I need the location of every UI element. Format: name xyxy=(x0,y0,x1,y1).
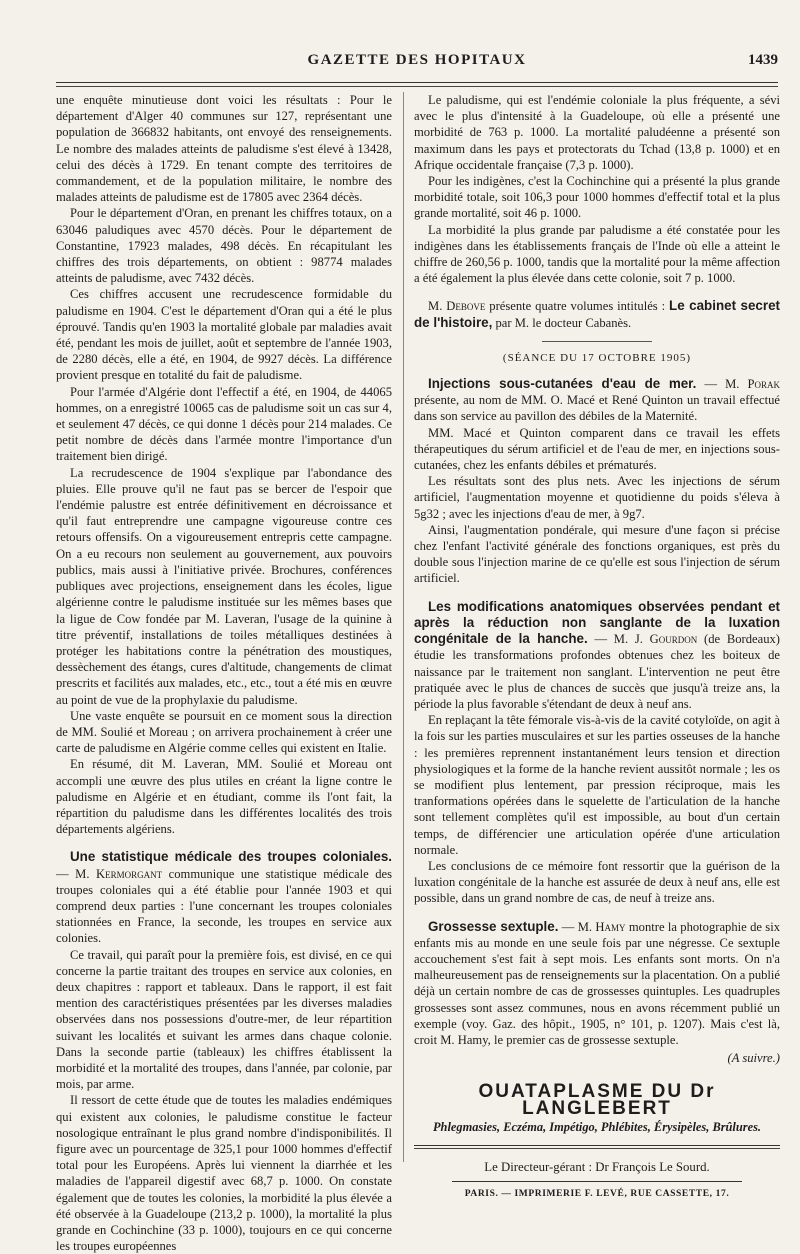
debove-paragraph xyxy=(414,298,780,330)
advert-rule xyxy=(414,1145,780,1146)
paragraph: Pour le département d'Oran, en prenant les chiffres totaux, on a 63046 paludiques avec 4570 décès. Pour le département de Constantine, 17923 malades, 498 décès. En récapitulant les chiffres des trois départements, on obtient : 98774 malades atteints de paludisme, avec 7432 décès. xyxy=(56,206,392,286)
right-column xyxy=(414,92,780,1202)
director-rule xyxy=(452,1181,742,1182)
debove-prefix: M. xyxy=(428,299,443,314)
spacer xyxy=(56,837,392,849)
paragraph: Pour les indigènes, c'est la Cochinchine qui a présenté la plus grande morbidité totale, soit 106,3 pour 1000 hommes d'effectif total et la plus grande mortalité, soit 46 p. 1000. xyxy=(414,174,780,221)
advert-subtitle: Phlegmasies, Eczéma, Impétigo, Phlébites, Érysipèles, Brûlures. xyxy=(432,1119,761,1134)
book-title: Le cabinet secret de l'histoire, xyxy=(414,298,780,330)
section-title: Les modifications anatomiques observées pendant et après la réduction non sanglante de la luxation congénitale de la hanche. xyxy=(414,598,780,647)
paragraph: Une vaste enquête se poursuit en ce moment sous la direction de MM. Soulié et Moreau ; on arrivera prochainement à créer une carte de paludisme en Algérie comme celles qui existent en Italie. xyxy=(56,708,392,756)
paragraph: Ainsi, l'augmentation pondérale, qui mesure d'une façon si précise chez l'enfant l'activité générale des fonctions organiques, est près du double sous l'injection marine de ce qu'elle est sous l'injection de sérum artificiel. xyxy=(414,522,780,586)
spacer xyxy=(414,907,780,919)
advert-rule-thin xyxy=(414,1148,780,1149)
paragraph: La morbidité la plus grande par paludisme a été constatée pour les indigènes dans les établissements français de l'Inde où elle a atteint le chiffre de 260,56 p. 1000, tandis que la mortalité pour la même affection a été également la plus élevée dans cette colonie, soit 7 p. 1000. xyxy=(414,222,780,286)
section-lead-text: montre la photographie de six enfants mis au monde en une seule fois par une négresse. Ce sextuple accouchement s'est fait à sept mois. Les enfants sont morts. On n'a malheureusement pas de renseignements sur la placentation. On a publié déjà un certain nombre de cas de grossesses quintuples. Les quadruples grossesses sont assez communes, nous en avons récemment publié un exemple (voy. Gaz. des hôpit., 1905, n° 101, p. 1207). Mais c'est là, croit M. Hamy, le premier cas de grossesse sextuple. xyxy=(414,919,780,1047)
advert-title: OUATAPLASME DU Dr LANGLEBERT xyxy=(478,1081,716,1119)
paragraph: En résumé, dit M. Laveran, MM. Soulié et Moreau ont accompli une œuvre des plus utiles en créant la ligne contre le paludisme en Algérie et en étudiant, comme ils l'ont fait, la répartition du paludisme dans les différentes localités des trois départements algériens. xyxy=(56,757,392,837)
spacer xyxy=(414,286,780,298)
section-lead-text: communique une statistique médicale des troupes coloniales qui a été établie pour l'année 1903 et qui comprend deux parties : l'une concernant les troupes coloniales stationnées en France, la seconde, les troupes en service aux colonies. xyxy=(56,866,392,946)
paragraph: Ces chiffres accusent une recrudescence formidable du paludisme en 1904. C'est le département d'Oran qui a été le plus éprouvé. Tandis qu'en 1903 la mortalité globale par maladies avait été, pendant les mois de juillet, août et septembre de l'année 1903, de 2280 décès, elle a été, en 1904, de 9927 décès. La différence provient presque en totalité du fait de paludisme. xyxy=(56,287,392,383)
paragraph: Le paludisme, qui est l'endémie coloniale la plus fréquente, a sévi avec le plus d'intensité à la Guadeloupe, où elle a présenté une morbidité de 763 p. 1000. La mortalité paludéenne a présenté son maximum dans les pays et protectorats du Tchad (13,8 p. 1000) et en Afrique occidentale française (7,3 p. 1000). xyxy=(414,93,780,172)
debove-mid: présente quatre volumes intitulés : xyxy=(489,299,666,314)
author-name: Hamy xyxy=(595,919,626,934)
paragraph: Pour l'armée d'Algérie dont l'effectif a été, en 1904, de 44065 hommes, on a enregistré 10065 cas de paludisme soit un cas sur 4, et seulement 47 décès, ce qui donne 1 décès pour 214 malades. Ce petit nombre de décès dans l'armée montre l'importance d'un traitement bien dirigé. xyxy=(56,384,392,464)
page-header xyxy=(56,50,778,72)
paragraph: En replaçant la tête fémorale vis-à-vis de la cavité cotyloïde, on agit à la fois sur les parties musculaires et sur les parties osseuses de la hanche : les premières reprennent instantanément leurs tension et direction physiologiques et la forme de la hanche revient aussitôt normale ; les os se modifient plus lentement, par pression réciproque, mais les tranformations opérées dans le squelette de l'articulation de la hanche sont tellement complètes qu'il est impossible, au bout d'un certain temps, de différencier une articulation opérée d'une articulation normale. xyxy=(414,713,780,857)
section-title: Une statistique médicale des troupes coloniales. xyxy=(70,849,392,865)
printer-line: PARIS. — IMPRIMERIE F. LEVÉ, RUE CASSETTE, 17. xyxy=(464,1189,730,1200)
section-lead-text: présente, au nom de MM. O. Macé et René Quinton un travail effectué dans son service au pavillon des débiles de la Maternité. xyxy=(414,393,780,424)
section-lead-text: (de Bordeaux) étudie les transformations profondes obtenues chez les boiteux de naissance par le traitement non sanglant. L'intervention ne peut être pratiquée avec le plus de chances de succès que jusqu'à treize ans, la période la plus favorable s'étendant de deux à neuf ans. xyxy=(414,632,781,711)
section-paragraph: Les modifications anatomiques observées pendant et après la réduction non sanglante de la luxation congénitale de la hanche. — M. J. Gourdon (de Bordeaux) étudie les transformations profondes obtenues chez les boiteux de naissance par le traitement non sanglant. L'intervention ne peut être pratiquée avec le plus de chances de succès que jusqu'à treize ans, la période la plus favorable s'étendant de deux à neuf ans. xyxy=(414,598,781,711)
journal-title: GAZETTE DES HOPITAUX xyxy=(307,52,527,68)
debove-post: par M. le docteur Cabanès. xyxy=(495,315,632,330)
director-line: Le Directeur-gérant : Dr François Le Sourd. xyxy=(484,1159,710,1174)
column-divider xyxy=(403,92,404,1162)
paragraph: Les conclusions de ce mémoire font ressortir que la guérison de la luxation congénitale de la hanche est assurée de deux à neuf ans, elle est possible, dans un grand nombre de cas, de neuf à treize ans. xyxy=(414,858,780,906)
paragraph: une enquête minutieuse dont voici les résultats : Pour le département d'Alger 40 communes sur 127, représentant une population de 366832 habitants, ont envoyé des renseignements. Le nombre des malades atteints de paludisme s'est élevé à 13428, celui des décès à 1729. En tenant compte des territoires de commandement, et de la population militaire, le nombre des malades atteints de paludisme est de 17805 avec 2364 décès. xyxy=(56,93,392,205)
left-column xyxy=(56,92,392,1254)
paragraph: La recrudescence de 1904 s'explique par l'abondance des pluies. Elle prouve qu'il ne faut pas se bercer de l'espoir que l'endémie palustre est entrée définitivement en décroissance et qu'il faut entreprendre une campagne vigoureuse contre ces retours offensifs. On a vigoureusement entrepris cette campagne. On a eu recours non seulement au gouvernement, aux pouvoirs publics, mais aussi à l'initiative privée. Brochures, conférences publiques avec projections, enseignement dans les écoles, ligue algérienne contre le paludisme instituée sur les mêmes bases que la ligue de Cow fondée par M. Laveran, l'usage de la quinine à titre préventif, installations de toiles métalliques destinées à protéger les habitations contre la pénétration des moustiques, dessèchement des étangs, cures d'altitude, changements de climat prescrits et facilités aux malades, etc., etc., tout a été mis en œuvre au point de vue de la prophylaxie du paludisme. xyxy=(56,465,392,707)
section-paragraph: Injections sous-cutanées d'eau de mer. — M. Porak présente, au nom de MM. O. Macé et René Quinton un travail effectué dans son service au pavillon des débiles de la Maternité. xyxy=(414,376,781,424)
paragraph: Les résultats sont des plus nets. Avec les injections de sérum artificiel, l'augmentation moyenne et quotidienne du poids s'éleva à 5g32 ; avec les injections d'eau de mer, à 9g7. xyxy=(414,474,780,521)
paragraph: Ce travail, qui paraît pour la première fois, est divisé, en ce qui concerne la partie traitant des troupes en service aux colonies, en deux chapitres : rapport et tableaux. Dans le rapport, il est fait mention des caractéristiques présentées par les diverses maladies observées dans nos possessions d'outre-mer, de leur répartition suivant les localités et suivant les armes dans chaque colonie. Dans la seconde partie (tableaux) les chiffres établissent la morbidité et la mortalité des troupes, dans l'année, par colonie, par mois, par arme. xyxy=(56,947,392,1092)
header-rule xyxy=(56,82,778,83)
spacer xyxy=(414,587,780,599)
author-name: Debove xyxy=(446,299,486,314)
author-name: Porak xyxy=(747,377,781,392)
section-title: Grossesse sextuple. xyxy=(428,918,559,934)
paragraph: Il ressort de cette étude que de toutes les maladies endémiques qui existent aux colonies, le paludisme constitue le facteur nosologique entraînant le plus grand nombre d'indisponibilités. Il figure avec un pourcentage de 325,1 pour 1000 hommes d'effectif total pour les Européens. Après lui viennent la diarrhée et les maladies de l'appareil digestif avec 68,7 p. 1000. On constate également que de toutes les colonies, la morbidité la plus élevée a été observée à la Guadeloupe (213,2 p. 1000), la mortalité la plus grande en Cochinchine (33 p. 1000), toujours en ce qui concerne les troupes européennes xyxy=(56,1093,392,1254)
section-divider xyxy=(542,341,652,342)
section-paragraph: Une statistique médicale des troupes coloniales. — M. Kermorgant communique une statistique médicale des troupes coloniales qui a été établie pour l'année 1903 et qui comprend deux parties : l'une concernant les troupes coloniales stationnées en France, la seconde, les troupes en service aux colonies. xyxy=(56,849,392,946)
header-rule-thin xyxy=(56,86,778,87)
section-title: Injections sous-cutanées d'eau de mer. xyxy=(428,376,697,392)
session-date: (SÉANCE DU 17 OCTOBRE 1905) xyxy=(502,351,692,364)
author-name: Gourdon xyxy=(649,632,698,647)
paragraph: MM. Macé et Quinton comparent dans ce travail les effets thérapeutiques du sérum artificiel et de l'eau de mer, en injections sous-cutanées, chez les enfants débiles et prématurés. xyxy=(414,425,780,473)
author-name: Kermorgant xyxy=(96,866,163,881)
section-paragraph: Grossesse sextuple. — M. Hamy montre la photographie de six enfants mis au monde en une seule fois par une négresse. Ce sextuple accouchement s'est fait à sept mois. Les enfants sont morts. On n'a malheureusement pas de renseignements sur la placentation. On a publié déjà un certain nombre de cas de grossesses quintuples. Les quadruples grossesses sont assez communes, nous en avons récemment publié un exemple (voy. Gaz. des hôpit., 1905, n° 101, p. 1207). Mais c'est là, croit M. Hamy, le premier cas de grossesse sextuple. xyxy=(414,918,780,1047)
page-number: 1439 xyxy=(748,52,778,68)
to-be-continued: (A suivre.) xyxy=(727,1051,780,1066)
